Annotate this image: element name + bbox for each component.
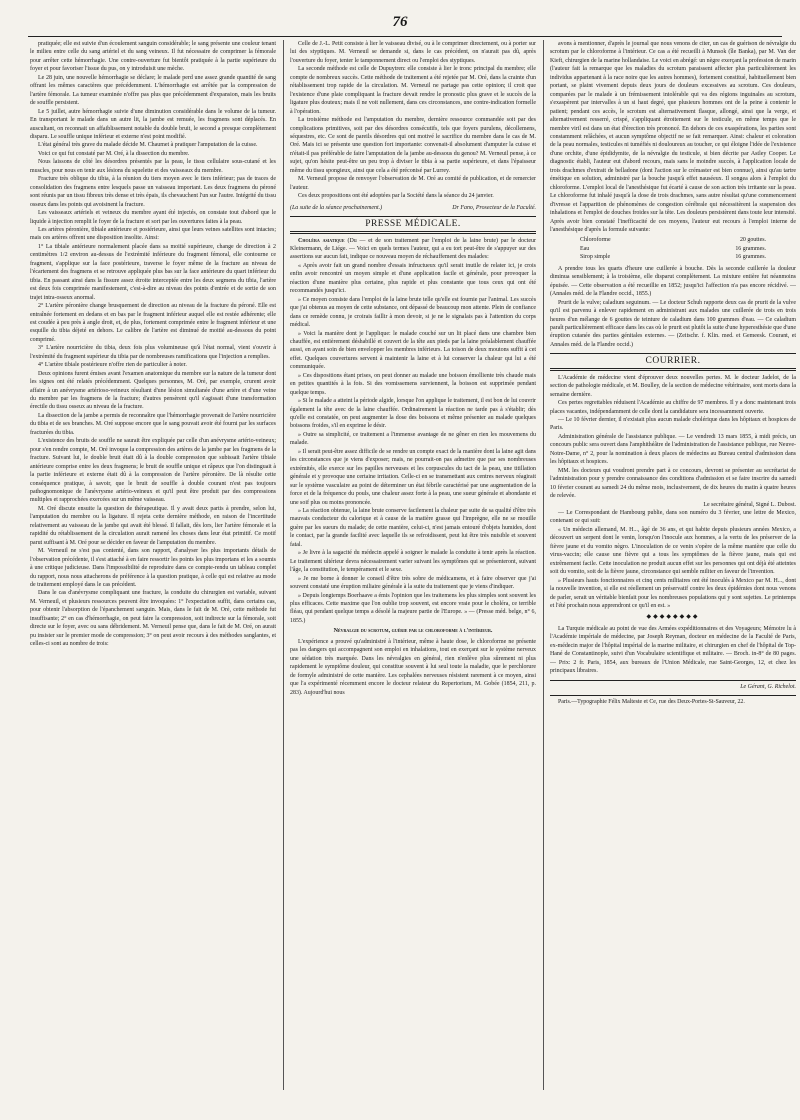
column-separator	[283, 40, 284, 1090]
gerant-signature: Le Gérant, G. Richelot.	[740, 683, 796, 690]
recipe-ingredient: Eau	[580, 245, 590, 252]
recipe-row	[550, 245, 796, 253]
signature-note: (La suite de la séance prochainement.)	[290, 204, 383, 211]
paragraph: L'état général très grave du malade décide M. Chaumet à pratiquer l'amputation de la cuisse.	[38, 142, 258, 149]
bottom-rule	[550, 680, 796, 681]
paragraph: MM. les docteurs qui voudront prendre part à ce concours, devront se présenter au secrétariat de l'administration pour y prendre connaissance des conditions d'admission et se faire inscrire du samedi 10 février courant au samedi 24 du même mois, inclusivement, de dix heures du matin à quatre heures de relevée.	[550, 467, 796, 500]
paragraph: Dans le cas d'anévrysme compliquant une fracture, la conduite du chirurgien est variable, suivant M. Verneuil, et plusieurs ressources peuvent être invoquées: 1° l'expectation suffit, dans certains cas, pour obtenir l'absorption de l'épanchement sanguin. Mais, dans le fait de M. Oré, cette méthode fut insuffisante; 2° en cas d'hémorrhagie, on peut faire la compression, soit indirecte sur la fémorale, soit directe sur le foyer, avec ou sans débridement. M. Verneuil pense que, dans le fait de M. Oré, on aurait pu insister sur le premier mode de compression; 3° on peut avoir recours à des méthodes sanglantes, et celles-ci sont au nombre de trois:	[30, 590, 276, 648]
paragraph: Voici ce qui fut constaté par M. Oré, à la dissection du membre.	[38, 150, 190, 157]
paragraph: » Je me borne à donner le conseil d'être très sobre de médicamens, et à faire observer que j'ai souvent constaté une éruption miliaire générale à la suite du traitement que je viens d'indiquer.	[290, 575, 536, 591]
signature: Le secrétaire général, Signé L. Dubost.	[703, 501, 796, 508]
paragraph: — Le Correspondant de Hambourg publie, dans son numéro du 3 février, une lettre de Mexico, contenant ce qui suit:	[550, 510, 796, 525]
paragraph: La seconde méthode est celle de Dupuytren: elle consiste à lier le tronc principal du membre; elle compte de nombreux succès. Cette méthode de traitement a été rejetée par M. Oré, dans la crainte d'un rétablissement trop rapide de la circulation. M. Verneuil ne partage pas cette opinion; il croit que l'existence d'une plaie compliquant la fracture devait rendre le pronostic plus grave et le succès de la ligature plus douteux; mais il ne voit nullement, dans ces circonstances, une contre-indication formelle à l'opération.	[290, 66, 536, 115]
paragraph: » Je livre à la sagacité du médecin appelé à soigner le malade la conduite à tenir après la réaction. Le traitement ultérieur devra nécessairement varier suivant les symptômes qui se présenteront, suivant l'âge, la constitution, le tempérament et le sexe.	[290, 550, 536, 574]
paragraph: » La réaction obtenue, la laine brute conserve facilement la chaleur par suite de sa qualité d'être très mauvais conducteur du calorique et à cause de la matière grasse qui l'imprègne, elle ne se mouille guère par les sueurs du malade; de cette manière, celui-ci, n'est jamais entouré d'objets humides, dont le contact, par la grande facilité avec laquelle ils se refroidissent, peut lui être très nuisible et souvent fatal.	[290, 508, 536, 548]
article-intro-text: (Du — et de son traitement par l'emploi de la laine brute) par le docteur Kleinermann, de Liége. — Voici en quels termes l'auteur, qui a eu tort peut-être de s'appuyer sur des assertions sur aucun fait, indique ce nouveau moyen de réchauffement des malades:	[290, 237, 536, 261]
paragraph: Le 5 juillet, autre hémorrhagie suivie d'une diminution considérable dans le volume de la tumeur. En transportant le malade dans un autre lit, la jambe est remuée, les fragmens sont déplacés. En auscultant, on reconnait un affaiblissement notable du double bruit, le second a presque complètement disparu. Le souffle unique inférieur et externe n'est point modifié.	[30, 108, 276, 140]
paragraph: La dissection de la jambe a permis de reconnaître que l'hémorrhagie provenait de l'artère nourricière du tibia et de ses branches. M. Oré suppose encore que le sang pouvait avoir été fourni par les surfaces fracturées du tibia.	[30, 412, 276, 436]
article-heading-text: Névralgie du scrotum, guérie par le chloroforme à l'intérieur.	[333, 628, 493, 635]
paragraph: M. Verneuil propose de renvoyer l'observation de M. Oré au comité de publication, et de remercier l'auteur.	[290, 176, 536, 191]
paragraph: Celle de J.-L. Petit consiste à lier le vaisseau divisé, ou à le comprimer directement, ou à porter sur lui des styptiques. M. Verneuil se demande si, dans le cas précédent, on n'aurait pas dû, après l'ouverture du foyer, tenter le tamponnement direct ou l'emploi des styptiques.	[290, 41, 536, 64]
paragraph: « Un médecin allemand, M. H..., âgé de 36 ans, et qui habite depuis plusieurs années Mexico, a découvert un serpent dont le venin, lorsqu'on l'inocule aux hommes, a la vertu de les préserver de la fièvre jaune et du vomito nègro. L'inoculation de ce venin s'opère de la même manière que celle du virus-vaccin; elle cause une fièvre qui a tous les symptômes de la fièvre jaune, mais qui est extrêmement facile. Cette inoculation ne produit aucun effet sur les personnes qui ont déjà été atteintes soit du vomito, soit de la fièvre jaune, circonstance qui semble militer en faveur de l'invention.	[550, 526, 796, 576]
paragraph: » Si le malade a atteint la période algide, lorsque l'on applique le traitement, il est bon de lui couvrir également la tête avec de la laine chauffée. Ordinairement la réaction ne tarde pas à s'établir; dès qu'elle est constatée, on peut augmenter la dose des boissons et même présenter au malade quelques boissons froides, s'il en exprime le désir.	[290, 398, 536, 430]
paragraph: » Voici la manière dont je l'applique: le malade couché sur un lit placé dans une chambre bien chauffée, est entièrement déshabillé et couvert de la tête aux pieds par la laine préalablement chauffée aussi, en ayant soin de bien envelopper les membres inférieurs. La toison de deux moutons suffit à cet effet. Quelques couvertures servent à maintenir la laine et à lui conserver la chaleur qui lui a été communiquée.	[290, 330, 536, 371]
paragraph: » Ces dispositions étant prises, on peut donner au malade une boisson émolliente très chaude mais en petites quantités à la fois. Si des vomissemens surviennent, la boisson est supprimée pendant quelque temps.	[290, 372, 536, 396]
recipe-quantity: 16 grammes.	[735, 254, 766, 261]
recipe-quantity: 20 gouttes.	[739, 237, 766, 244]
paragraph: » Ce moyen consiste dans l'emploi de la laine brute telle qu'elle est fournie par l'animal. Les succès que j'ai obtenus au moyen de cette substance, ont dépassé de beaucoup mon attente. Plein de confiance dans ce remède connu, je croirais faillir à mon devoir, si je ne le signalais pas à l'attention du corps médical.	[290, 296, 536, 329]
paragraph: 1° La tibiale antérieure normalement placée dans sa moitié supérieure, change de direction à 2 centimètres 1/2 environ au-dessus de l'extrémité inférieure du fragment fémoral, elle contourne ce fragment, s'applique sur la face postérieure, traverse le foyer même de la fracture au niveau de l'écartement des fragmens et se retrouve appliquée plus bas sur la face antérieure du quart inférieur du tibia. En passant ainsi dans la fissure assez étroite interceptée entre les deux segmens du tibia, l'artère est deux fois comprimée manifestement, c'est-à-dire au niveau des points d'entrée et de sortie de son trajet intra-osseux anormal.	[30, 243, 276, 301]
paragraph: 3° L'artère nourricière du tibia, deux fois plus volumineuse qu'à l'état normal, vient s'ouvrir à l'extrémité du fragment supérieur du tibia par de nombreuses ramifications que l'injection a remplies.	[30, 345, 276, 360]
section-heading-courrier: COURRIER.	[550, 353, 796, 370]
paragraph: Ces pertes regrettables réduisent l'Académie au chiffre de 97 membres. Il y a donc maintenant trois places vacantes, indépendamment de celle dont la candidature sera incessamment ouverte.	[550, 400, 796, 415]
printer-imprint: Paris.—Typographie Félix Malteste et Ce, rue des Deux-Portes-St-Sauveur, 22.	[558, 699, 745, 706]
paragraph: 2° L'artère péronière change brusquement de direction au niveau de la fracture du péroné. Elle est entraînée fortement en dedans et en bas par le fragment inférieur auquel elle est restée adhérente; elle est coudée à peu près à angle droit, et, de plus, fortement comprimée entre le fragment inférieur et une esquille du tibia déjeté en dehors. Le calibre de l'artère est diminué de moitié au-dessous du point comprimé.	[30, 303, 276, 343]
paragraph: Nous laissons de côté les désordres présentés par la peau, le tissu cellulaire sous-cutané et les muscles, pour nous en tenir aux lésions du squelette et des vaisseaux du membre.	[30, 159, 276, 174]
paragraph: L'Académie de médecine vient d'éprouver deux nouvelles pertes. M. le docteur Jadelot, de la section de pathologie médicale, et M. Boulley, de la section de médecine vétérinaire, sont morts dans la semaine dernière.	[550, 374, 796, 398]
paragraph: Les vaisseaux artériels et veineux du membre ayant été injectés, on constate tout d'abord que le liquide à injection remplit le foyer de la fracture et sort par les ouvertures faites à la peau.	[30, 210, 276, 225]
article-signature	[290, 204, 536, 212]
recipe-quantity: 16 grammes.	[735, 245, 766, 252]
paragraph: M. Verneuil ne s'est pas contenté, dans son rapport, d'analyser les plus importants détails de l'observation précédente, il s'est attaché à en faire ressortir les points les plus importans et les a soumis à une critique judicieuse. Dans l'impossibilité de reproduire dans ce compte-rendu un tableau complet du rapport, nous nous attacherons de préférence à la question pratique, à celle qui est relative au mode de traitement employé dans le cas précédent.	[30, 548, 276, 588]
paragraph: La troisième méthode est l'amputation du membre, dernière ressource commandée soit par des complications primitives, soit par des désordres consécutifs, tels que foyers purulens, décollemens, séquestres, etc. Ce sont de pareils désordres qui ont motivé le sacrifice du membre dans le cas de M. Oré. Mais ici se présente une question fort importante: convenait-il absolument d'amputer la cuisse et n'était-il pas préférable de faire l'amputation de la jambe au-dessous du genou? M. Verneuil pense, à ce sujet, qu'on hésite peut-être un peu trop à diviser le tibia à sa partie supérieure, et dans l'épaisseur même du tissu spongieux, ainsi que cela a été préconisé par Lurrey.	[290, 117, 536, 174]
paragraph: Prurit de la vulve; caladium seguinum. — Le docteur Schuh rapporte deux cas de prurit de la vulve qu'il est parvenu à enlever rapidement en administrant aux malades une cuillerée de trois en trois heures d'un mélange de 6 gouttes de teinture de caladium dans 100 grammes d'eau. — Ce caladium paraît particulièrement efficace dans les cas où le prurit est plutôt la suite d'une hyperesthésie que d'une éruption cutanée des parties génitales externes. — (Zeitschr. f. Klin. med. et Gemeesk. Courant, et Annales méd. de la Flandre occid.)	[550, 299, 796, 348]
paragraph: Les artères péronière, tibiale antérieure et postérieure, ainsi que leurs veines satellites sont intactes; mais ces artères offrent une disposition insolite. Ainsi:	[30, 226, 276, 242]
recipe-ingredient: Sirop simple	[580, 254, 611, 261]
paragraph: » Plusieurs hauts fonctionnaires et cinq cents militaires ont été inoculés à Mexico par M. H..., dont la nouvelle invention, si elle est réellement un préservatif contre les deux épidémies dont nous venons de parler, serait un véritable bienfait pour les nombreuses populations qui y sont sujettes. Le printemps et l'été prochain nous apprendront ce qu'il en est. »	[550, 577, 796, 609]
column-separator	[543, 40, 544, 1090]
article-heading: Choléra asiatique	[298, 237, 345, 244]
article-heading-nevralgie	[290, 627, 536, 635]
paragraph: L'expérience a prouvé qu'administré à l'intérieur, même à haute dose, le chloroforme ne présente pas les dangers qui accompagnent son emploi en inhalations, tout en exerçant sur le système nerveux une sédation très marquée. Dans les névralgies en général, rien n'enlève plus sûrement ni plus rapidement le symptôme douleur, qui constitue souvent à lui seul toute la maladie, que le perchlorure de formyle administré de cette manière. Les cephalées nerveuses résistent rarement à ce moyen, ainsi que l'a expérimenté récemment encore le docteur relateur du Repertorium, M. Gobée (1854, 211, p. 283). Aujourd'hui nous	[290, 638, 536, 696]
paragraph: » Depuis longtemps Boerhaave a émis l'opinion que les traitemens les plus simples sont souvent les plus efficaces. Cette maxime que l'on oublie trop souvent, est encore vraie pour le choléra, ce terrible fléau, qui pendant quelque temps a désolé la majeure partie de l'Europe. » — (Presse méd. belge, n° 6, 1855.)	[290, 592, 536, 624]
paragraph: » Outre sa simplicité, ce traitement a l'immense avantage de ne gêner en rien les mouvemens du malade.	[290, 431, 536, 447]
paragraph: Fracture très oblique du tibia, à la réunion du tiers moyen avec le tiers inférieur; pas de traces de consolidation des fragmens entre lesquels passe un vaisseau important. Les deux fragmens du péroné sont réunis par un tissu fibreux très dense et très épais, ils chevauchent l'un sur l'autre. Intégrité du tissu osseux dans les points qui avoisinent la fracture.	[30, 176, 276, 208]
bottom-rule	[550, 695, 796, 696]
paragraph: avons à mentionner, d'après le journal que nous venons de citer, un cas de guérison de névralgie du scrotum par le chloroforme à l'intérieur. Ce cas a été recueilli à Munsok (île Banka), par M. Van der Kieft, chirurgien de la marine hollandaise. Le voici en abrégé: un nègre exerçant la profession de marin (l'auteur fait la remarque que les maladies du scrotum paraissent affecter plus particulièrement les individus appartenant à la race noire que les autres hommes), fortement constitué, habituellement bien portant, se plaint vivement depuis deux jours de douleurs excessives au scrotum. Ces douleurs, comparées par le malade à un frémissement intolérable qui va des régions inguinales au scrotum, s'exaspèrent par intervalles à un si haut degré, que plusieurs hommes ont de la peine à contenir le patient; pendant ces accès, le scrotum est alternativement flasque, allongé, ainsi que la verge, et alternativement resserré, crispé, s'appliquant étroitement sur le testicule, en même temps que le membre viril est dans un état d'érection très prononcé. En dehors de ces exaspérations, les parties sont constamment relâchées, et aucun symptôme objectif ne se fait remarquer. Ainsi: chaleur et coloration de la peau normales, testicules ni tuméfiés ni douloureux au toucher, ce qui éloigne l'idée de l'existence d'une orchite, d'une épididymite, de la névralgie du testicule, si bien décrite par Astley Cooper. Le diagnostic établi, l'auteur eut d'abord recours, mais sans le moindre succès, à l'application locale de trois drachmes d'extrait de belladone (dont l'action sur le crémaster est bien connue), ainsi qu'au tartre émétique en solution, administré par la bouche jusqu'à effet nauséeux. Il songea alors à l'emploi du chloroforme. L'emploi local de l'anesthésique fut écarté à cause de son action très irritante sur la peau. Le chloroforme fut inhalé jusqu'à la dose de trois drachmes, sans autre résultat qu'une commencement d'ivresse et l'apparition de phénomènes de congestion cérébrale qui nécessitèrent la suspension des inhalations et l'emploi de douches froides sur la tête. Les douleurs persistèrent dans toute leur intensité. Après avoir bien constaté l'inefficacité de ces moyens, l'auteur eut recours à l'emploi interne de l'anesthésique d'après la formule suivante:	[550, 41, 796, 233]
column-1	[30, 40, 276, 1090]
paragraph: A prendre tous les quarts d'heure une cuillerée à bouche. Dès la seconde cuillerée la douleur diminua sensiblement; à la troisième, elle disparut complètement. La mixture entière fut néanmoins épuisée. — Cette observation a été recueillie en 1852; jusqu'ici l'affection n'a pas encore récidivé. — (Annales méd. de la Flandre occid., 1855.)	[550, 265, 796, 298]
column-2	[290, 40, 536, 1090]
paragraph: M. Oré discute ensuite la question de thérapeutique. Il y avait deux partis à prendre, selon lui, l'amputation du membre ou la ligature. Il rejeta cette dernière méthode, en raison de l'incertitude relativement au vaisseau de la jambe qui avait été blessé. Il fallait, dès lors, lier l'artère fémorale et la rapidité du rétablissement de la circulation aurait ramené les choses dans leur état primitif. Ce motif parut suffisant à M. Oré pour se décider en faveur de l'amputation du membre.	[30, 505, 276, 546]
recipe-formula	[550, 236, 796, 261]
paragraph: » Il serait peut-être assez difficile de se rendre un compte exact de la manière dont la laine agit dans les circonstances que je viens d'exposer; mais, ne pourrait-on pas admettre que par ses nombreuses extrémités, elle exerce sur les papilles nerveuses et les corpuscules du tact de la peau, une titillation générale et y provoque une certaine irritation. Celle-ci en se transmettant aux centres nerveux réagirait sur le système vasculaire au point de déterminer un état fébrile caractérisé par une augmentation de la force et de la fréquence du pouls, une chaleur assez forte à la peau, une sueur générale et abondante et une soif plus ou moins prononcée.	[290, 448, 536, 506]
paragraph: — Le 10 février dernier, il n'existait plus aucun malade cholérique dans les hôpitaux et hospices de Paris.	[550, 417, 796, 432]
recipe-ingredient: Chloroforme	[580, 237, 611, 244]
column-3	[550, 40, 796, 1090]
paragraph: 4° L'artère tibiale postérieure n'offre rien de particulier à noter.	[38, 362, 187, 369]
paragraph: Le 28 juin, une nouvelle hémorrhagie se déclare; le malade perd une assez grande quantité de sang offrant les mêmes caractères que précédemment. L'hémorrhagie est arrêtée par la compression de l'artère fémorale. La tumeur examinée n'offre pas plus que précédemment d'expansion, mais les bruits de souffle persistent.	[30, 74, 276, 107]
paragraph: « Après avoir fait un grand nombre d'essais infructueux qu'il serait inutile de relater ici, je crois enfin avoir rencontré un moyen simple et d'une application facile et générale, pour provoquer la réaction d'une manière plus certaine, plus rapide et plus constante que tous ceux qui ont été recommandés jusqu'ici.	[290, 262, 536, 295]
section-heading-presse: PRESSE MÉDICALE.	[290, 216, 536, 233]
ornament-divider: ◆◆◆◆◆◆◆◆	[646, 614, 700, 621]
recipe-row	[550, 253, 796, 261]
book-announcement: La Turquie médicale au point de vue des Armées expéditionnaires et des Voyageurs; Mémoire lu à l'Académie impériale de médecine, par Joseph Reyman, docteur en médecine de la Faculté de Paris, ex-médecin major de l'hôpital impérial de la marine militaire, et chirurgien en chef de l'hôpital de Top-Hané de Constantinople, suivi d'un Vocabulaire scientifique et militaire. — Broch. in-8° de 80 pages. — Prix: 2 fr. Paris, 1854, aux bureaux de l'Union Médicale, rue Saint-Georges, 12, et chez les principaux libraires.	[550, 625, 796, 675]
paragraph: Ces deux propositions ont été adoptées par la Société dans la séance du 24 janvier.	[298, 193, 494, 200]
paragraph: pratiquée; elle est suivie d'un écoulement sanguin considérable; le sang présente une couleur tenant le milieu entre celle du sang artériel et du sang veineux. Il fut nécessaire de comprimer la fémorale pour arrêter cette hémorrhagie. Une contre-ouverture fut bientôt pratiquée à la partie supérieure du foyer et pour favoriser l'issue du pus, on y introduisit une mèche.	[30, 41, 276, 73]
signature-author: Dr Fano, Prosecteur de la Faculté.	[452, 204, 536, 211]
paragraph: L'existence des bruits de souffle ne saurait être expliquée par celle d'un anévrysme artério-veineux; pour s'en rendre compte, M. Oré invoque la compression des artères de la jambe par les fragmens de la fracture. Suivant lui, le double bruit était dû à la double compression que subissait l'artère tibiale antérieure comprise entre les deux fragmens; le bruit de souffle unique et râpeux que l'on distinguait à la partie inférieure et externe était dû à la compression de l'artère péronière. De là résulte cette conséquence pratique, à savoir, que le bruit de souffle à double courant n'est pas toujours pathognomonique de l'anévrysme artério-veineux et qu'il peut être produit par des compressions multiples et rapprochées exercées sur un même vaisseau.	[30, 438, 276, 504]
page-number: 76	[392, 14, 408, 30]
paragraph: Deux opinions furent émises avant l'examen anatomique du membre sur la nature de la tumeur dont les signes ont été relatés précédemment. Quelques personnes, M. Oré, par exemple, crurent avoir affaire à un anévrysme artérioso-veineux résultant d'une lésion simultanée d'une artère et d'une veine du membre par les fragmens de la fracture; d'autres pensèrent qu'il s'agissait d'une transformation érectile du tissu osseux au niveau de la fracture.	[30, 370, 276, 411]
paragraph: Administration générale de l'assistance publique. — Le vendredi 13 mars 1855, à midi précis, un concours public sera ouvert dans l'amphithéâtre de l'administration de l'assistance publique, rue Neuve-Notre-Dame, n° 2, pour la nomination à deux places de médecins au Bureau central d'admission dans les hôpitaux et hospices.	[550, 433, 796, 466]
recipe-row	[550, 236, 796, 244]
article-intro	[290, 237, 536, 262]
header-rule	[28, 36, 782, 37]
